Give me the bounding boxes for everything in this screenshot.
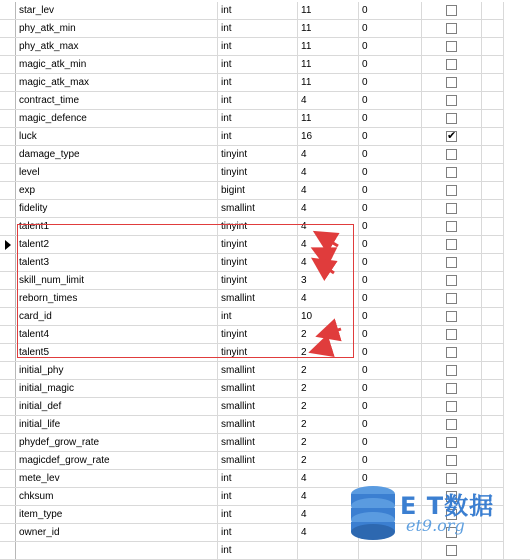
field-type-cell[interactable]: tinyint	[218, 164, 298, 181]
field-length-cell[interactable]: 4	[298, 182, 359, 199]
field-name-cell[interactable]: luck	[16, 128, 218, 145]
field-length-cell[interactable]: 3	[298, 272, 359, 289]
field-name-cell[interactable]: reborn_times	[16, 290, 218, 307]
field-length-cell[interactable]: 4	[298, 236, 359, 253]
field-length-cell[interactable]: 2	[298, 416, 359, 433]
field-name-cell[interactable]: magicdef_grow_rate	[16, 452, 218, 469]
field-name-cell[interactable]: level	[16, 164, 218, 181]
field-name-cell[interactable]: initial_phy	[16, 362, 218, 379]
field-type-cell[interactable]: tinyint	[218, 236, 298, 253]
field-type-cell[interactable]: int	[218, 38, 298, 55]
field-length-cell[interactable]: 11	[298, 20, 359, 37]
database-icon	[346, 484, 400, 544]
field-name-cell[interactable]: star_lev	[16, 2, 218, 19]
field-type-cell[interactable]: int	[218, 470, 298, 487]
field-length-cell[interactable]: 4	[298, 470, 359, 487]
field-decimals-cell[interactable]: 0	[359, 290, 422, 307]
field-length-cell[interactable]: 16	[298, 128, 359, 145]
field-length-cell[interactable]: 4	[298, 290, 359, 307]
field-type-cell[interactable]: tinyint	[218, 344, 298, 361]
red-arrow-talent2	[316, 250, 332, 258]
field-decimals-cell[interactable]: 0	[359, 398, 422, 415]
field-type-cell[interactable]: smallint	[218, 362, 298, 379]
field-length-cell[interactable]: 11	[298, 56, 359, 73]
field-length-cell[interactable]: 4	[298, 506, 359, 523]
field-decimals-cell[interactable]: 0	[359, 344, 422, 361]
red-arrow-talent1	[318, 234, 338, 246]
field-type-cell[interactable]: int	[218, 92, 298, 109]
field-name-cell[interactable]: exp	[16, 182, 218, 199]
field-name-cell[interactable]: contract_time	[16, 92, 218, 109]
field-length-cell[interactable]: 4	[298, 218, 359, 235]
field-length-cell[interactable]: 4	[298, 488, 359, 505]
field-decimals-cell[interactable]: 0	[359, 74, 422, 91]
field-name-cell[interactable]: damage_type	[16, 146, 218, 163]
field-decimals-cell[interactable]: 0	[359, 200, 422, 217]
field-decimals-cell[interactable]: 0	[359, 362, 422, 379]
field-type-cell[interactable]: smallint	[218, 452, 298, 469]
field-name-cell[interactable]: talent3	[16, 254, 218, 271]
checkmark-icon: ✔	[447, 129, 457, 142]
field-decimals-cell[interactable]: 0	[359, 380, 422, 397]
field-type-cell[interactable]: int	[218, 128, 298, 145]
field-length-cell[interactable]: 4	[298, 92, 359, 109]
field-decimals-cell[interactable]: 0	[359, 146, 422, 163]
field-decimals-cell[interactable]: 0	[359, 164, 422, 181]
field-length-cell[interactable]: 2	[298, 362, 359, 379]
field-decimals-cell[interactable]: 0	[359, 470, 422, 487]
field-length-cell[interactable]: 4	[298, 200, 359, 217]
field-type-cell[interactable]: smallint	[218, 398, 298, 415]
field-length-cell[interactable]: 2	[298, 326, 359, 343]
field-name-cell[interactable]: card_id	[16, 308, 218, 325]
field-type-cell[interactable]: bigint	[218, 182, 298, 199]
field-type-cell[interactable]: int	[218, 56, 298, 73]
field-length-cell[interactable]: 11	[298, 2, 359, 19]
field-length-cell[interactable]: 10	[298, 308, 359, 325]
field-type-cell[interactable]: int	[218, 308, 298, 325]
red-arrow-talent5	[314, 346, 330, 351]
field-name-cell[interactable]: initial_magic	[16, 380, 218, 397]
field-type-cell[interactable]: smallint	[218, 416, 298, 433]
field-type-cell[interactable]: tinyint	[218, 146, 298, 163]
field-type-cell[interactable]: tinyint	[218, 326, 298, 343]
field-type-cell[interactable]: int	[218, 506, 298, 523]
field-length-cell[interactable]: 11	[298, 110, 359, 127]
field-decimals-cell[interactable]: 0	[359, 110, 422, 127]
field-decimals-cell[interactable]: 0	[359, 308, 422, 325]
field-decimals-cell[interactable]: 0	[359, 38, 422, 55]
field-type-cell[interactable]: int	[218, 524, 298, 541]
field-name-cell[interactable]: skill_num_limit	[16, 272, 218, 289]
field-decimals-cell[interactable]: 0	[359, 236, 422, 253]
field-length-cell[interactable]: 2	[298, 344, 359, 361]
field-name-cell[interactable]: initial_life	[16, 416, 218, 433]
vertical-scroll-area[interactable]	[504, 0, 530, 549]
field-name-cell[interactable]: fidelity	[16, 200, 218, 217]
field-name-cell[interactable]: phy_atk_min	[16, 20, 218, 37]
field-type-cell[interactable]: smallint	[218, 380, 298, 397]
field-length-cell[interactable]: 4	[298, 254, 359, 271]
field-type-cell[interactable]: smallint	[218, 434, 298, 451]
field-length-cell[interactable]: 4	[298, 146, 359, 163]
field-length-cell[interactable]: 2	[298, 434, 359, 451]
field-name-cell[interactable]: magic_defence	[16, 110, 218, 127]
field-name-cell[interactable]: magic_atk_max	[16, 74, 218, 91]
field-decimals-cell[interactable]: 0	[359, 416, 422, 433]
field-type-cell[interactable]: int	[218, 542, 298, 559]
field-name-cell[interactable]: talent4	[16, 326, 218, 343]
field-length-cell[interactable]: 2	[298, 380, 359, 397]
watermark-url-text: et9.org	[406, 516, 465, 535]
field-type-cell[interactable]: smallint	[218, 290, 298, 307]
field-name-cell[interactable]: phy_atk_max	[16, 38, 218, 55]
field-type-cell[interactable]: int	[218, 488, 298, 505]
field-length-cell[interactable]: 2	[298, 452, 359, 469]
field-name-cell[interactable]: initial_def	[16, 398, 218, 415]
field-decimals-cell[interactable]: 0	[359, 182, 422, 199]
field-name-cell[interactable]: mete_lev	[16, 470, 218, 487]
field-decimals-cell[interactable]: 0	[359, 272, 422, 289]
field-type-cell[interactable]: int	[218, 74, 298, 91]
field-type-cell[interactable]: tinyint	[218, 218, 298, 235]
et9-watermark-logo	[346, 482, 506, 546]
field-decimals-cell[interactable]: 0	[359, 452, 422, 469]
field-decimals-cell[interactable]: 0	[359, 128, 422, 145]
field-decimals-cell[interactable]: 0	[359, 2, 422, 19]
field-decimals-cell[interactable]: 0	[359, 92, 422, 109]
field-length-cell[interactable]: 4	[298, 524, 359, 541]
field-length-cell[interactable]: 4	[298, 164, 359, 181]
field-type-cell[interactable]: int	[218, 20, 298, 37]
field-name-cell[interactable]: talent2	[16, 236, 218, 253]
field-decimals-cell[interactable]: 0	[359, 20, 422, 37]
field-name-cell[interactable]: phydef_grow_rate	[16, 434, 218, 451]
field-name-cell[interactable]: owner_id	[16, 524, 218, 541]
field-name-cell[interactable]: item_type	[16, 506, 218, 523]
field-name-cell[interactable]: chksum	[16, 488, 218, 505]
field-name-cell[interactable]: talent1	[16, 218, 218, 235]
field-length-cell[interactable]: 11	[298, 74, 359, 91]
field-type-cell[interactable]: tinyint	[218, 272, 298, 289]
field-decimals-cell[interactable]: 0	[359, 434, 422, 451]
field-length-cell[interactable]: 2	[298, 398, 359, 415]
field-type-cell[interactable]: int	[218, 110, 298, 127]
field-type-cell[interactable]: smallint	[218, 200, 298, 217]
field-name-cell[interactable]: talent5	[16, 344, 218, 361]
red-arrow-talent3	[316, 261, 334, 273]
field-name-cell[interactable]: magic_atk_min	[16, 56, 218, 73]
field-decimals-cell[interactable]: 0	[359, 218, 422, 235]
field-decimals-cell[interactable]: 0	[359, 254, 422, 271]
field-type-cell[interactable]: int	[218, 2, 298, 19]
field-decimals-cell[interactable]: 0	[359, 56, 422, 73]
red-arrow-talent4	[321, 329, 341, 335]
watermark-main-text: E T数据	[400, 492, 495, 520]
field-decimals-cell[interactable]: 0	[359, 326, 422, 343]
field-length-cell[interactable]: 11	[298, 38, 359, 55]
field-type-cell[interactable]: tinyint	[218, 254, 298, 271]
